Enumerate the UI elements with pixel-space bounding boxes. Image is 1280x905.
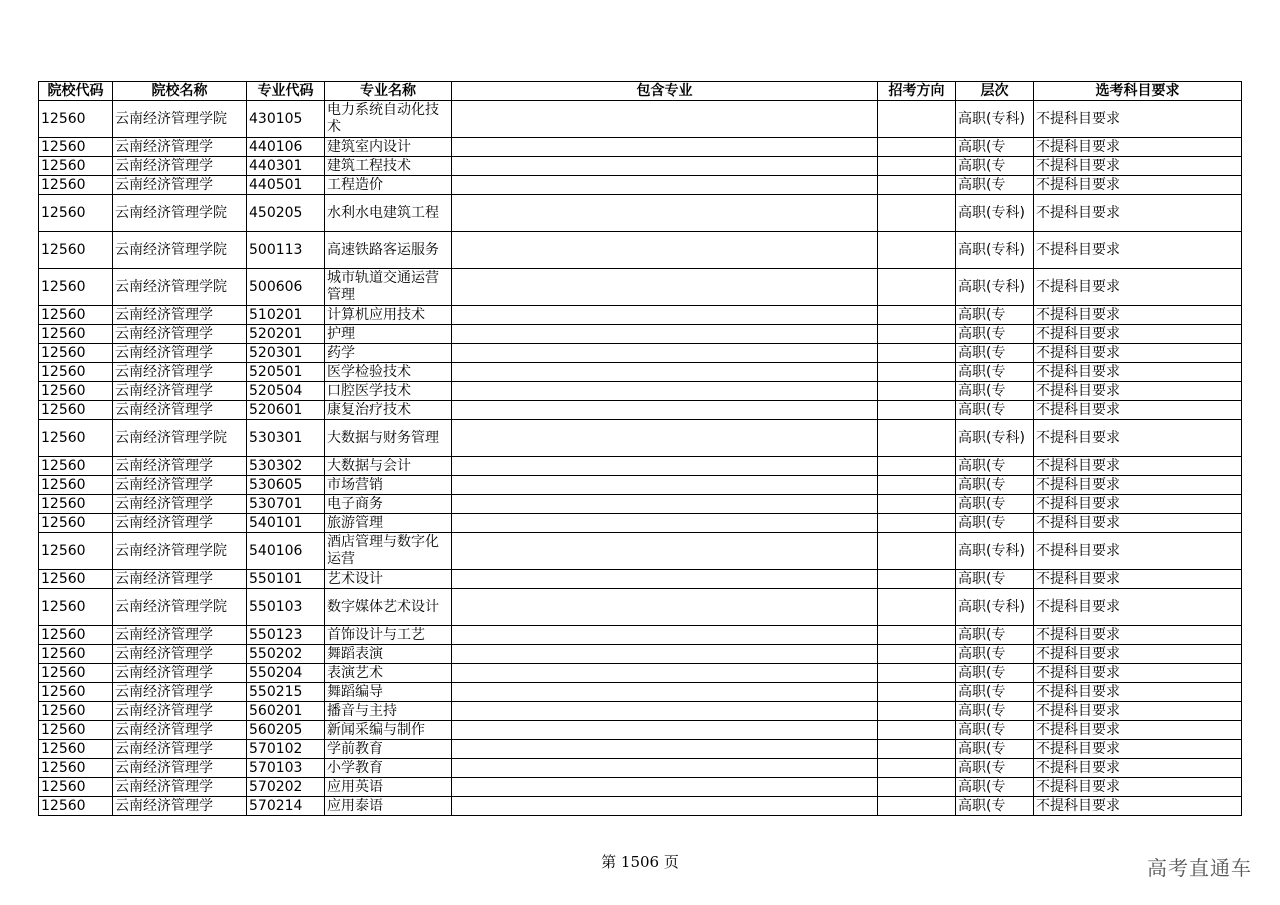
school-code-cell: 12560 bbox=[39, 101, 113, 138]
level-cell: 高职(专 bbox=[956, 382, 1034, 401]
major-code-cell: 570103 bbox=[247, 759, 325, 778]
included-majors-cell bbox=[452, 702, 878, 721]
major-code-cell: 430105 bbox=[247, 101, 325, 138]
level-cell: 高职(专科) bbox=[956, 195, 1034, 232]
school-code-cell: 12560 bbox=[39, 495, 113, 514]
direction-cell bbox=[878, 759, 956, 778]
major-code-cell: 500113 bbox=[247, 232, 325, 269]
level-cell: 高职(专 bbox=[956, 702, 1034, 721]
header-major-name: 专业名称 bbox=[325, 82, 452, 101]
table-row bbox=[39, 157, 1242, 176]
school-name-cell: 云南经济管理学院 bbox=[113, 195, 247, 232]
included-majors-cell bbox=[452, 721, 878, 740]
subject-requirement-cell: 不提科目要求 bbox=[1034, 664, 1242, 683]
direction-cell bbox=[878, 645, 956, 664]
direction-cell bbox=[878, 514, 956, 533]
included-majors-cell bbox=[452, 269, 878, 306]
subject-requirement-cell: 不提科目要求 bbox=[1034, 797, 1242, 816]
school-name-cell: 云南经济管理学院 bbox=[113, 269, 247, 306]
major-name-cell: 舞蹈编导 bbox=[325, 683, 452, 702]
table-row bbox=[39, 457, 1242, 476]
subject-requirement-cell: 不提科目要求 bbox=[1034, 401, 1242, 420]
school-name-cell: 云南经济管理学 bbox=[113, 778, 247, 797]
subject-requirement-cell: 不提科目要求 bbox=[1034, 702, 1242, 721]
major-name-cell: 市场营销 bbox=[325, 476, 452, 495]
direction-cell bbox=[878, 589, 956, 626]
included-majors-cell bbox=[452, 382, 878, 401]
included-majors-cell bbox=[452, 759, 878, 778]
included-majors-cell bbox=[452, 645, 878, 664]
school-name-cell: 云南经济管理学 bbox=[113, 645, 247, 664]
school-code-cell: 12560 bbox=[39, 306, 113, 325]
major-code-cell: 550215 bbox=[247, 683, 325, 702]
school-name-cell: 云南经济管理学 bbox=[113, 325, 247, 344]
table-row bbox=[39, 195, 1242, 232]
table-row bbox=[39, 420, 1242, 457]
subject-requirement-cell: 不提科目要求 bbox=[1034, 533, 1242, 570]
included-majors-cell bbox=[452, 325, 878, 344]
school-code-cell: 12560 bbox=[39, 476, 113, 495]
major-code-cell: 550123 bbox=[247, 626, 325, 645]
school-code-cell: 12560 bbox=[39, 401, 113, 420]
admission-table bbox=[38, 81, 1242, 816]
school-name-cell: 云南经济管理学院 bbox=[113, 232, 247, 269]
included-majors-cell bbox=[452, 797, 878, 816]
header-major-code: 专业代码 bbox=[247, 82, 325, 101]
major-name-cell: 电子商务 bbox=[325, 495, 452, 514]
major-code-cell: 520501 bbox=[247, 363, 325, 382]
page-number: 第 1506 页 bbox=[601, 853, 679, 871]
header-direction: 招考方向 bbox=[878, 82, 956, 101]
table-row bbox=[39, 759, 1242, 778]
subject-requirement-cell: 不提科目要求 bbox=[1034, 721, 1242, 740]
table-row bbox=[39, 382, 1242, 401]
major-name-cell: 酒店管理与数字化运营 bbox=[325, 533, 452, 570]
direction-cell bbox=[878, 363, 956, 382]
included-majors-cell bbox=[452, 176, 878, 195]
major-name-cell: 应用泰语 bbox=[325, 797, 452, 816]
major-name-cell: 高速铁路客运服务 bbox=[325, 232, 452, 269]
level-cell: 高职(专科) bbox=[956, 269, 1034, 306]
major-name-cell: 康复治疗技术 bbox=[325, 401, 452, 420]
school-name-cell: 云南经济管理学 bbox=[113, 664, 247, 683]
direction-cell bbox=[878, 457, 956, 476]
table-row bbox=[39, 797, 1242, 816]
school-code-cell: 12560 bbox=[39, 232, 113, 269]
school-name-cell: 云南经济管理学 bbox=[113, 702, 247, 721]
direction-cell bbox=[878, 797, 956, 816]
level-cell: 高职(专科) bbox=[956, 533, 1034, 570]
direction-cell bbox=[878, 232, 956, 269]
subject-requirement-cell: 不提科目要求 bbox=[1034, 325, 1242, 344]
included-majors-cell bbox=[452, 664, 878, 683]
school-name-cell: 云南经济管理学 bbox=[113, 382, 247, 401]
school-name-cell: 云南经济管理学 bbox=[113, 344, 247, 363]
school-code-cell: 12560 bbox=[39, 797, 113, 816]
level-cell: 高职(专科) bbox=[956, 420, 1034, 457]
table-row bbox=[39, 176, 1242, 195]
included-majors-cell bbox=[452, 157, 878, 176]
major-name-cell: 数字媒体艺术设计 bbox=[325, 589, 452, 626]
header-level: 层次 bbox=[956, 82, 1034, 101]
level-cell: 高职(专 bbox=[956, 157, 1034, 176]
level-cell: 高职(专 bbox=[956, 457, 1034, 476]
included-majors-cell bbox=[452, 344, 878, 363]
direction-cell bbox=[878, 101, 956, 138]
level-cell: 高职(专 bbox=[956, 759, 1034, 778]
subject-requirement-cell: 不提科目要求 bbox=[1034, 306, 1242, 325]
school-name-cell: 云南经济管理学 bbox=[113, 157, 247, 176]
direction-cell bbox=[878, 420, 956, 457]
school-name-cell: 云南经济管理学 bbox=[113, 759, 247, 778]
table-row bbox=[39, 721, 1242, 740]
school-name-cell: 云南经济管理学 bbox=[113, 626, 247, 645]
direction-cell bbox=[878, 157, 956, 176]
included-majors-cell bbox=[452, 476, 878, 495]
table-row bbox=[39, 476, 1242, 495]
major-code-cell: 550204 bbox=[247, 664, 325, 683]
major-name-cell: 学前教育 bbox=[325, 740, 452, 759]
table-row bbox=[39, 645, 1242, 664]
direction-cell bbox=[878, 740, 956, 759]
table-row bbox=[39, 626, 1242, 645]
table-body bbox=[39, 101, 1242, 816]
major-code-cell: 500606 bbox=[247, 269, 325, 306]
direction-cell bbox=[878, 401, 956, 420]
direction-cell bbox=[878, 325, 956, 344]
included-majors-cell bbox=[452, 533, 878, 570]
school-name-cell: 云南经济管理学 bbox=[113, 138, 247, 157]
school-name-cell: 云南经济管理学 bbox=[113, 797, 247, 816]
subject-requirement-cell: 不提科目要求 bbox=[1034, 495, 1242, 514]
level-cell: 高职(专 bbox=[956, 344, 1034, 363]
subject-requirement-cell: 不提科目要求 bbox=[1034, 232, 1242, 269]
direction-cell bbox=[878, 683, 956, 702]
major-code-cell: 520301 bbox=[247, 344, 325, 363]
direction-cell bbox=[878, 138, 956, 157]
level-cell: 高职(专 bbox=[956, 325, 1034, 344]
major-code-cell: 520504 bbox=[247, 382, 325, 401]
school-name-cell: 云南经济管理学院 bbox=[113, 420, 247, 457]
table-row bbox=[39, 232, 1242, 269]
included-majors-cell bbox=[452, 306, 878, 325]
school-name-cell: 云南经济管理学 bbox=[113, 401, 247, 420]
subject-requirement-cell: 不提科目要求 bbox=[1034, 138, 1242, 157]
included-majors-cell bbox=[452, 138, 878, 157]
school-code-cell: 12560 bbox=[39, 721, 113, 740]
direction-cell bbox=[878, 176, 956, 195]
subject-requirement-cell: 不提科目要求 bbox=[1034, 683, 1242, 702]
subject-requirement-cell: 不提科目要求 bbox=[1034, 759, 1242, 778]
major-code-cell: 540106 bbox=[247, 533, 325, 570]
major-name-cell: 表演艺术 bbox=[325, 664, 452, 683]
included-majors-cell bbox=[452, 626, 878, 645]
major-name-cell: 艺术设计 bbox=[325, 570, 452, 589]
school-code-cell: 12560 bbox=[39, 457, 113, 476]
major-name-cell: 建筑室内设计 bbox=[325, 138, 452, 157]
direction-cell bbox=[878, 476, 956, 495]
school-name-cell: 云南经济管理学院 bbox=[113, 589, 247, 626]
included-majors-cell bbox=[452, 101, 878, 138]
table-row bbox=[39, 269, 1242, 306]
school-code-cell: 12560 bbox=[39, 533, 113, 570]
major-name-cell: 水利水电建筑工程 bbox=[325, 195, 452, 232]
direction-cell bbox=[878, 344, 956, 363]
included-majors-cell bbox=[452, 495, 878, 514]
direction-cell bbox=[878, 626, 956, 645]
school-code-cell: 12560 bbox=[39, 363, 113, 382]
direction-cell bbox=[878, 702, 956, 721]
table-row bbox=[39, 306, 1242, 325]
level-cell: 高职(专 bbox=[956, 778, 1034, 797]
included-majors-cell bbox=[452, 195, 878, 232]
major-name-cell: 大数据与财务管理 bbox=[325, 420, 452, 457]
direction-cell bbox=[878, 382, 956, 401]
table-row bbox=[39, 740, 1242, 759]
school-code-cell: 12560 bbox=[39, 702, 113, 721]
school-name-cell: 云南经济管理学 bbox=[113, 306, 247, 325]
included-majors-cell bbox=[452, 420, 878, 457]
school-code-cell: 12560 bbox=[39, 626, 113, 645]
subject-requirement-cell: 不提科目要求 bbox=[1034, 778, 1242, 797]
subject-requirement-cell: 不提科目要求 bbox=[1034, 269, 1242, 306]
included-majors-cell bbox=[452, 514, 878, 533]
level-cell: 高职(专 bbox=[956, 363, 1034, 382]
included-majors-cell bbox=[452, 589, 878, 626]
table-row bbox=[39, 495, 1242, 514]
school-code-cell: 12560 bbox=[39, 176, 113, 195]
included-majors-cell bbox=[452, 778, 878, 797]
included-majors-cell bbox=[452, 363, 878, 382]
header-included-majors: 包含专业 bbox=[452, 82, 878, 101]
level-cell: 高职(专科) bbox=[956, 232, 1034, 269]
subject-requirement-cell: 不提科目要求 bbox=[1034, 589, 1242, 626]
subject-requirement-cell: 不提科目要求 bbox=[1034, 101, 1242, 138]
school-code-cell: 12560 bbox=[39, 195, 113, 232]
direction-cell bbox=[878, 495, 956, 514]
table-row bbox=[39, 138, 1242, 157]
table-row bbox=[39, 570, 1242, 589]
direction-cell bbox=[878, 778, 956, 797]
header-row bbox=[39, 82, 1242, 101]
included-majors-cell bbox=[452, 740, 878, 759]
subject-requirement-cell: 不提科目要求 bbox=[1034, 457, 1242, 476]
school-name-cell: 云南经济管理学 bbox=[113, 476, 247, 495]
header-school-code: 院校代码 bbox=[39, 82, 113, 101]
table-row bbox=[39, 344, 1242, 363]
table-row bbox=[39, 363, 1242, 382]
major-code-cell: 550202 bbox=[247, 645, 325, 664]
table-row bbox=[39, 702, 1242, 721]
level-cell: 高职(专 bbox=[956, 721, 1034, 740]
school-name-cell: 云南经济管理学院 bbox=[113, 101, 247, 138]
level-cell: 高职(专 bbox=[956, 664, 1034, 683]
major-code-cell: 550103 bbox=[247, 589, 325, 626]
school-code-cell: 12560 bbox=[39, 344, 113, 363]
direction-cell bbox=[878, 570, 956, 589]
school-code-cell: 12560 bbox=[39, 269, 113, 306]
school-name-cell: 云南经济管理学 bbox=[113, 721, 247, 740]
major-name-cell: 工程造价 bbox=[325, 176, 452, 195]
school-code-cell: 12560 bbox=[39, 778, 113, 797]
included-majors-cell bbox=[452, 570, 878, 589]
direction-cell bbox=[878, 533, 956, 570]
major-name-cell: 首饰设计与工艺 bbox=[325, 626, 452, 645]
level-cell: 高职(专科) bbox=[956, 589, 1034, 626]
subject-requirement-cell: 不提科目要求 bbox=[1034, 645, 1242, 664]
level-cell: 高职(专 bbox=[956, 740, 1034, 759]
subject-requirement-cell: 不提科目要求 bbox=[1034, 570, 1242, 589]
table-row bbox=[39, 683, 1242, 702]
major-code-cell: 530701 bbox=[247, 495, 325, 514]
major-name-cell: 建筑工程技术 bbox=[325, 157, 452, 176]
school-code-cell: 12560 bbox=[39, 157, 113, 176]
school-code-cell: 12560 bbox=[39, 664, 113, 683]
major-name-cell: 小学教育 bbox=[325, 759, 452, 778]
major-code-cell: 520201 bbox=[247, 325, 325, 344]
major-code-cell: 540101 bbox=[247, 514, 325, 533]
watermark-logo-text: 高考直通车 bbox=[1147, 856, 1252, 880]
major-name-cell: 医学检验技术 bbox=[325, 363, 452, 382]
school-code-cell: 12560 bbox=[39, 683, 113, 702]
included-majors-cell bbox=[452, 683, 878, 702]
major-code-cell: 530302 bbox=[247, 457, 325, 476]
direction-cell bbox=[878, 664, 956, 683]
major-name-cell: 药学 bbox=[325, 344, 452, 363]
major-code-cell: 560205 bbox=[247, 721, 325, 740]
level-cell: 高职(专 bbox=[956, 626, 1034, 645]
direction-cell bbox=[878, 721, 956, 740]
subject-requirement-cell: 不提科目要求 bbox=[1034, 363, 1242, 382]
school-name-cell: 云南经济管理学 bbox=[113, 176, 247, 195]
table-row bbox=[39, 664, 1242, 683]
subject-requirement-cell: 不提科目要求 bbox=[1034, 382, 1242, 401]
level-cell: 高职(专 bbox=[956, 570, 1034, 589]
table-row bbox=[39, 778, 1242, 797]
major-name-cell: 大数据与会计 bbox=[325, 457, 452, 476]
table-row bbox=[39, 325, 1242, 344]
school-code-cell: 12560 bbox=[39, 645, 113, 664]
major-code-cell: 440301 bbox=[247, 157, 325, 176]
major-name-cell: 城市轨道交通运营管理 bbox=[325, 269, 452, 306]
table-row bbox=[39, 589, 1242, 626]
table-row bbox=[39, 401, 1242, 420]
level-cell: 高职(专 bbox=[956, 495, 1034, 514]
major-code-cell: 570102 bbox=[247, 740, 325, 759]
school-code-cell: 12560 bbox=[39, 740, 113, 759]
level-cell: 高职(专 bbox=[956, 306, 1034, 325]
major-code-cell: 550101 bbox=[247, 570, 325, 589]
school-name-cell: 云南经济管理学 bbox=[113, 740, 247, 759]
level-cell: 高职(专 bbox=[956, 683, 1034, 702]
direction-cell bbox=[878, 195, 956, 232]
header-subject-requirement: 选考科目要求 bbox=[1034, 82, 1242, 101]
level-cell: 高职(专 bbox=[956, 138, 1034, 157]
school-code-cell: 12560 bbox=[39, 570, 113, 589]
level-cell: 高职(专 bbox=[956, 176, 1034, 195]
major-code-cell: 520601 bbox=[247, 401, 325, 420]
major-name-cell: 舞蹈表演 bbox=[325, 645, 452, 664]
subject-requirement-cell: 不提科目要求 bbox=[1034, 626, 1242, 645]
school-name-cell: 云南经济管理学 bbox=[113, 495, 247, 514]
level-cell: 高职(专 bbox=[956, 476, 1034, 495]
major-code-cell: 570214 bbox=[247, 797, 325, 816]
level-cell: 高职(专 bbox=[956, 401, 1034, 420]
school-code-cell: 12560 bbox=[39, 382, 113, 401]
header-school-name: 院校名称 bbox=[113, 82, 247, 101]
level-cell: 高职(专 bbox=[956, 645, 1034, 664]
school-code-cell: 12560 bbox=[39, 759, 113, 778]
major-code-cell: 440501 bbox=[247, 176, 325, 195]
subject-requirement-cell: 不提科目要求 bbox=[1034, 514, 1242, 533]
direction-cell bbox=[878, 269, 956, 306]
major-code-cell: 530605 bbox=[247, 476, 325, 495]
subject-requirement-cell: 不提科目要求 bbox=[1034, 157, 1242, 176]
subject-requirement-cell: 不提科目要求 bbox=[1034, 344, 1242, 363]
table-row bbox=[39, 101, 1242, 138]
subject-requirement-cell: 不提科目要求 bbox=[1034, 195, 1242, 232]
major-name-cell: 应用英语 bbox=[325, 778, 452, 797]
level-cell: 高职(专 bbox=[956, 797, 1034, 816]
level-cell: 高职(专科) bbox=[956, 101, 1034, 138]
school-name-cell: 云南经济管理学院 bbox=[113, 533, 247, 570]
major-code-cell: 440106 bbox=[247, 138, 325, 157]
direction-cell bbox=[878, 306, 956, 325]
major-name-cell: 播音与主持 bbox=[325, 702, 452, 721]
major-name-cell: 护理 bbox=[325, 325, 452, 344]
table-row bbox=[39, 533, 1242, 570]
major-code-cell: 530301 bbox=[247, 420, 325, 457]
school-code-cell: 12560 bbox=[39, 325, 113, 344]
major-name-cell: 旅游管理 bbox=[325, 514, 452, 533]
school-name-cell: 云南经济管理学 bbox=[113, 683, 247, 702]
subject-requirement-cell: 不提科目要求 bbox=[1034, 740, 1242, 759]
subject-requirement-cell: 不提科目要求 bbox=[1034, 476, 1242, 495]
school-name-cell: 云南经济管理学 bbox=[113, 514, 247, 533]
major-name-cell: 电力系统自动化技术 bbox=[325, 101, 452, 138]
included-majors-cell bbox=[452, 401, 878, 420]
major-code-cell: 450205 bbox=[247, 195, 325, 232]
major-name-cell: 口腔医学技术 bbox=[325, 382, 452, 401]
included-majors-cell bbox=[452, 232, 878, 269]
school-code-cell: 12560 bbox=[39, 420, 113, 457]
subject-requirement-cell: 不提科目要求 bbox=[1034, 176, 1242, 195]
school-name-cell: 云南经济管理学 bbox=[113, 363, 247, 382]
major-code-cell: 510201 bbox=[247, 306, 325, 325]
school-code-cell: 12560 bbox=[39, 514, 113, 533]
school-code-cell: 12560 bbox=[39, 589, 113, 626]
major-name-cell: 计算机应用技术 bbox=[325, 306, 452, 325]
major-code-cell: 570202 bbox=[247, 778, 325, 797]
major-name-cell: 新闻采编与制作 bbox=[325, 721, 452, 740]
school-code-cell: 12560 bbox=[39, 138, 113, 157]
included-majors-cell bbox=[452, 457, 878, 476]
major-code-cell: 560201 bbox=[247, 702, 325, 721]
table-row bbox=[39, 514, 1242, 533]
school-name-cell: 云南经济管理学 bbox=[113, 457, 247, 476]
subject-requirement-cell: 不提科目要求 bbox=[1034, 420, 1242, 457]
school-name-cell: 云南经济管理学 bbox=[113, 570, 247, 589]
level-cell: 高职(专 bbox=[956, 514, 1034, 533]
